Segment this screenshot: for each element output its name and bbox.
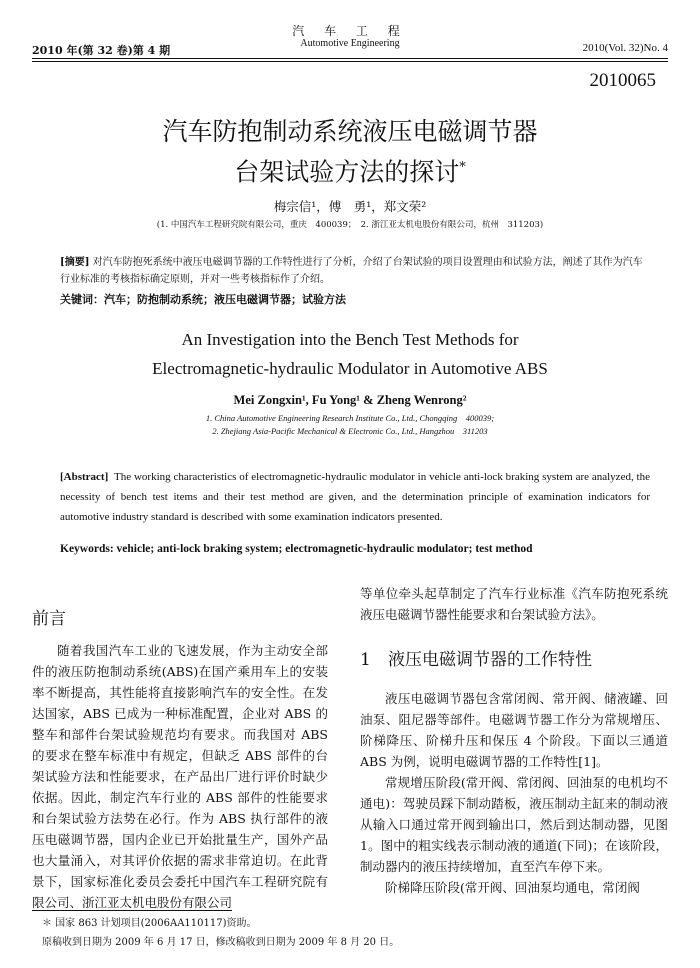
section1-number: 1 xyxy=(360,650,371,670)
abstract-cn xyxy=(60,254,644,288)
section1-para1: 液压电磁调节器包含常闭阀、常开阀、储液罐、回油泵、阻尼器等部件。电磁调节器工作分为常规增压、阶梯降压、阶梯升压和保压 4 个阶段。下面以三通道 ABS 为例，说明电磁调节器的工作特性[1]。 xyxy=(360,691,668,769)
intro-body xyxy=(32,640,328,913)
affiliation-en-2: 2. Zhejiang Asia-Pacific Mechanical & Electronic Co., Ltd., Hangzhou 311203 xyxy=(212,426,488,436)
abstract-cn-tag: [摘要] xyxy=(60,257,90,268)
header-rule-thin xyxy=(32,61,668,62)
document-id: 2010065 xyxy=(589,70,656,91)
issue-info-cn: 2010 年(第 32 卷)第 4 期 xyxy=(32,44,171,57)
title-en-line1: An Investigation into the Bench Test Methods for xyxy=(181,330,519,349)
title-cn-line2-wrap xyxy=(0,150,700,190)
section1-title: 液压电磁调节器的工作特性 xyxy=(388,650,592,670)
title-en-line2: Electromagnetic-hydraulic Modulator in Automotive ABS xyxy=(152,359,548,378)
title-cn-line2: 台架试验方法的探讨 xyxy=(234,157,460,187)
right-col-top-text: 等单位牵头起草制定了汽车行业标准《汽车防抱死系统液压电磁调节器性能要求和台架试验方法》。 xyxy=(360,586,668,622)
abstract-en-text: The working characteristics of electromagnetic-hydraulic modulator in vehicle anti-lock braking system are analyzed, the necessity of bench test items and their test method are given, and the determination principle of examination indicators for automotive industry standard is described with some examination indicators presented. xyxy=(60,471,650,523)
section1-para3: 阶梯降压阶段(常开阀、回油泵均通电，常闭阀 xyxy=(385,880,640,895)
abstract-en xyxy=(60,467,650,527)
keywords-en: Keywords: vehicle; anti-lock braking system; electromagnetic-hydraulic modulator; test method xyxy=(60,543,533,555)
title-cn xyxy=(0,114,700,190)
title-footnote-mark: * xyxy=(459,160,466,175)
affiliations-cn: (1. 中国汽车工程研究院有限公司，重庆 400039； 2. 浙江亚太机电股份有限公司，杭州 311203) xyxy=(156,220,544,230)
journal-name-en: Automotive Engineering xyxy=(300,38,400,49)
footnote-rule xyxy=(32,910,232,911)
journal-name-cn: 汽 车 工 程 xyxy=(292,24,408,38)
affiliation-en-1: 1. China Automotive Engineering Research Institute Co., Ltd., Chongqing 400039; xyxy=(205,413,495,423)
section1-heading xyxy=(360,645,592,670)
right-col-continuation xyxy=(360,583,668,625)
section1-para2: 常规增压阶段(常开阀、常闭阀、回油泵的电机均不通电)：驾驶员踩下制动踏板，液压制动主缸来的制动液从输入口通过常开阀到输出口，然后到达制动器，见图 1。图中的粗实线表示制动液的通道(下同)；在该阶段，制动器内的液压持续增加，直至汽车停下来。 xyxy=(360,775,668,874)
title-en xyxy=(0,325,700,383)
abstract-cn-text: 对汽车防抱死系统中液压电磁调节器的工作特性进行了分析，介绍了台架试验的项目设置理由和试验方法，阐述了其作为汽车行业标准的考核指标确定原则，并对一些考核指标作了介绍。 xyxy=(60,257,643,285)
abstract-en-tag: [Abstract] xyxy=(60,471,109,483)
authors-cn: 梅宗信¹，傅 勇¹，郑文荣² xyxy=(273,199,427,214)
header-rule-thick xyxy=(32,58,668,59)
authors-en: Mei Zongxin¹, Fu Yong¹ & Zheng Wenrong² xyxy=(233,393,467,407)
intro-paragraph: 随着我国汽车工业的飞速发展，作为主动安全部件的液压防抱制动系统(ABS)在国产乘用车上的安装率不断提高，其性能将直接影响汽车的安全性。在发达国家，ABS 已成为一种标准配置，企业对 ABS 的整车和部件台架试验规范均有要求。而我国对 ABS 的要求在整车标准中有规定，但缺乏 ABS 部件的台架试验方法和性能要求，在产品出厂进行评价时缺少依据。因此，制定汽车行业的 ABS 部件的性能要求和台架试验方法势在必行。作为 ABS 执行部件的液压电磁调节器，国内企业已开始批量生产，国外产品也大量涌入，对其评价依据的需求非常迫切。在此背景下，国家标准化委员会委托中国汽车工程研究院有限公司、浙江亚太机电股份有限公司 xyxy=(32,643,328,910)
footnotes xyxy=(42,914,399,952)
section1-body xyxy=(360,688,668,898)
intro-heading: 前言 xyxy=(32,609,66,629)
title-cn-line1: 汽车防抱制动系统液压电磁调节器 xyxy=(162,117,538,146)
footnote-received: 原稿收到日期为 2009 年 6 月 17 日，修改稿收到日期为 2009 年 8 月 20 日。 xyxy=(42,937,400,948)
affiliations-en xyxy=(0,412,700,438)
footnote-fund: ＊ 国家 863 计划项目(2006AA110117)资助。 xyxy=(42,918,257,929)
keywords-cn: 关键词：汽车；防抱制动系统；液压电磁调节器；试验方法 xyxy=(60,293,346,306)
issue-info-en: 2010(Vol. 32)No. 4 xyxy=(582,42,668,54)
